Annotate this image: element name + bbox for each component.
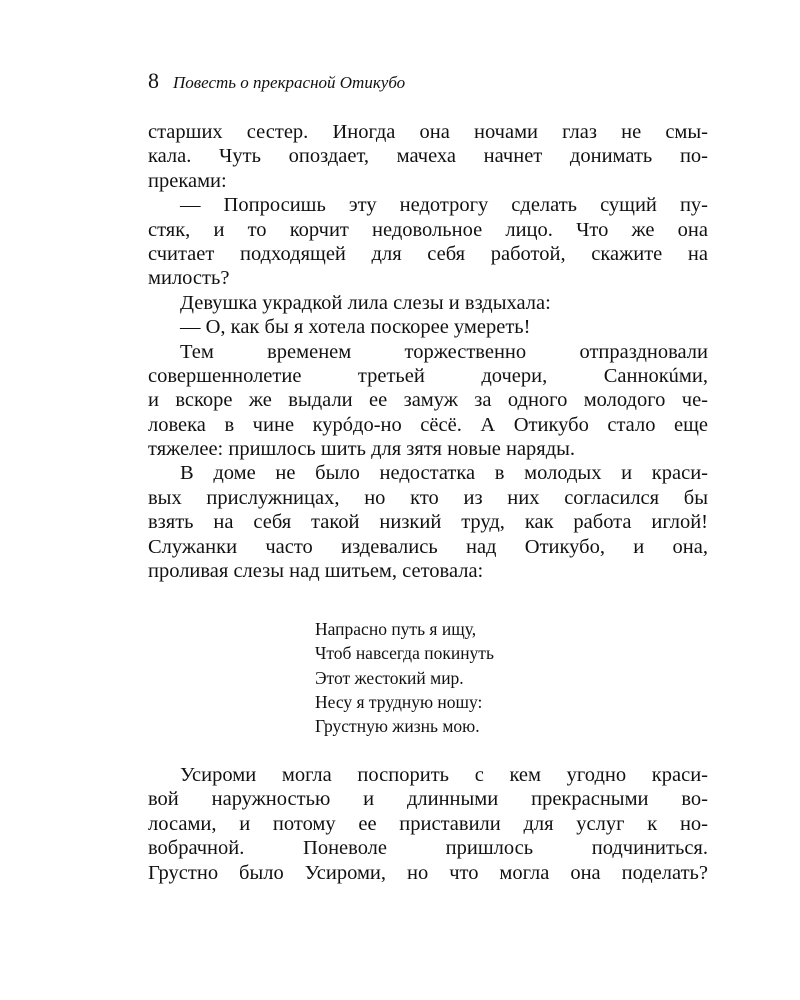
text-line: — О, как бы я хотела поскорее умереть! bbox=[180, 316, 531, 339]
text-line: стяк, и то корчит недовольное лицо. Что же она bbox=[148, 218, 708, 241]
text-line: совершеннолетие третьей дочери, Саннокúми, bbox=[148, 364, 708, 387]
text-line: вобрачной. Поневоле пришлось подчиниться. bbox=[148, 837, 708, 860]
page-header bbox=[148, 68, 405, 94]
text-line: милость? bbox=[148, 267, 230, 290]
text-line: кала. Чуть опоздает, мачеха начнет донимать по- bbox=[148, 145, 708, 168]
text-line: вой наружностью и длинными прекрасными во- bbox=[148, 788, 708, 811]
text-line: ловека в чине курóдо-но сёсё. А Отикубо стало еще bbox=[148, 413, 708, 436]
text-line: вых прислужницах, но кто из них согласился бы bbox=[148, 486, 708, 509]
text-line: Грустно было Усироми, но что могла она поделать? bbox=[148, 861, 708, 884]
text-line: Тем временем торжественно отпраздновали bbox=[180, 340, 708, 363]
poem-line: Напрасно путь я ищу, bbox=[315, 619, 477, 639]
poem-line: Этот жестокий мир. bbox=[315, 667, 464, 688]
text-line: Усироми могла поспорить с кем угодно краси- bbox=[180, 764, 708, 786]
text-line: проливая слезы над шитьем, сетовала: bbox=[148, 560, 484, 583]
text-line: старших сестер. Иногда она ночами глаз не смы- bbox=[148, 121, 708, 143]
text-line: взять на себя такой низкий труд, как работа иглой! bbox=[148, 511, 708, 534]
text-line: и вскоре же выдали ее замуж за одного молодого че- bbox=[148, 389, 708, 412]
poem-line: Грустную жизнь мою. bbox=[315, 716, 480, 737]
text-line: — Попросишь эту недотрогу сделать сущий пу- bbox=[180, 194, 708, 217]
page-number: 8 bbox=[148, 68, 159, 93]
text-line: тяжелее: пришлось шить для зятя новые наряды. bbox=[148, 438, 576, 461]
prose-block-1 bbox=[148, 120, 708, 583]
text-line: Девушка украдкой лила слезы и вздыхала: bbox=[180, 291, 551, 314]
text-line: В доме не было недостатка в молодых и краси- bbox=[180, 462, 708, 485]
poem-line: Чтоб навсегда покинуть bbox=[315, 643, 494, 664]
text-line: преками: bbox=[148, 169, 227, 192]
text-line: лосами, и потому ее приставили для услуг к но- bbox=[148, 812, 708, 835]
poem bbox=[315, 617, 494, 738]
running-title: Повесть о прекрасной Отикубо bbox=[173, 73, 406, 92]
prose-block-2 bbox=[148, 763, 708, 885]
poem-line: Несу я трудную ношу: bbox=[315, 691, 483, 712]
text-line: Служанки часто издевались над Отикубо, и она, bbox=[148, 535, 708, 558]
text-line: считает подходящей для себя работой, скажите на bbox=[148, 242, 708, 265]
